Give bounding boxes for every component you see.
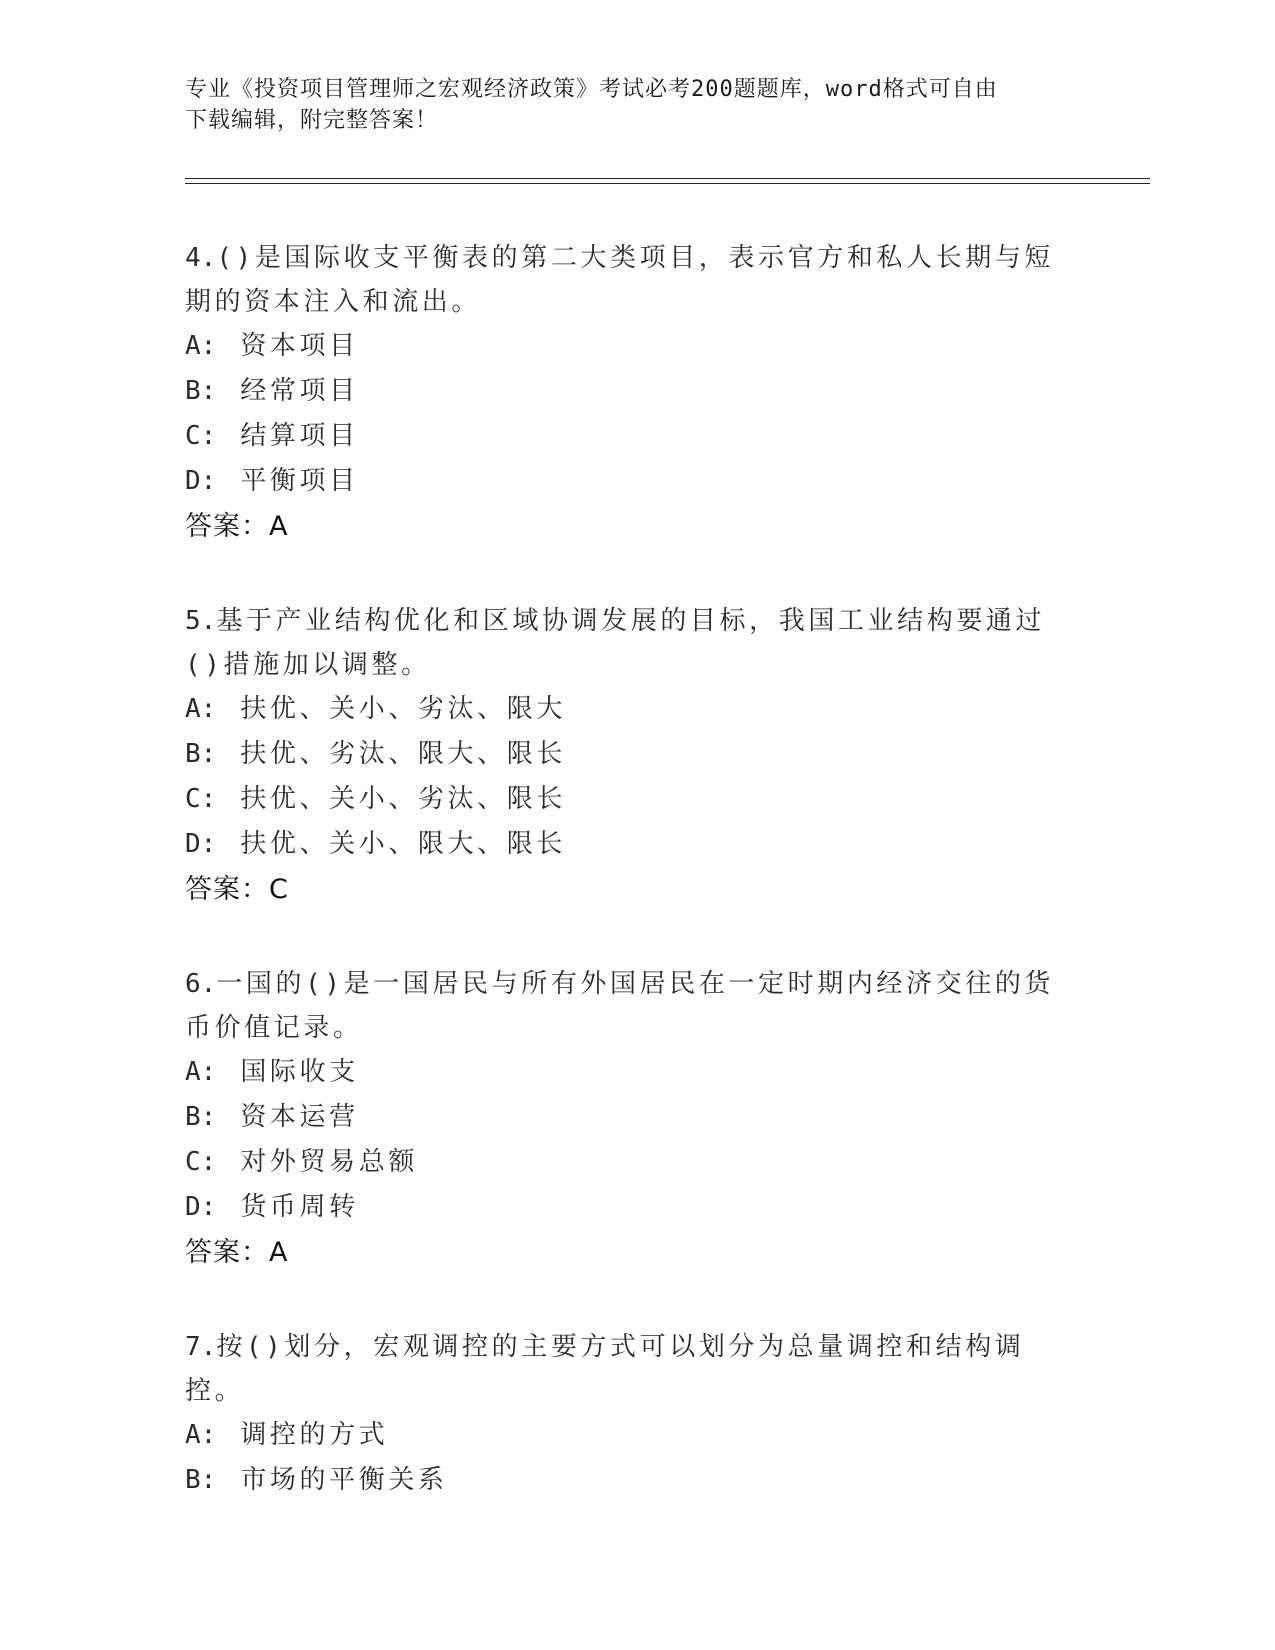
answer-label: 答案： xyxy=(185,511,269,542)
answer-line xyxy=(185,867,1065,913)
option-b xyxy=(185,732,1065,777)
option-d xyxy=(185,459,1065,504)
header-line-1: 专业《投资项目管理师之宏观经济政策》考试必考200题题库，word格式可自由 xyxy=(185,77,998,102)
option-letter: A: xyxy=(185,331,217,361)
header-divider-top xyxy=(185,178,1150,179)
question-4 xyxy=(185,236,1065,550)
question-stem: 按()划分，宏观调控的主要方式可以划分为总量调控和结构调控。 xyxy=(185,1332,1025,1406)
option-text: 扶优、劣汰、限大、限长 xyxy=(240,739,566,769)
option-b xyxy=(185,1458,1065,1503)
option-text: 经常项目 xyxy=(240,376,359,406)
question-stem: ()是国际收支平衡表的第二大类项目，表示官方和私人长期与短期的资本注入和流出。 xyxy=(185,243,1055,317)
option-b xyxy=(185,369,1065,414)
option-text: 扶优、关小、劣汰、限长 xyxy=(240,784,566,814)
option-text: 平衡项目 xyxy=(240,466,359,496)
answer-label: 答案： xyxy=(185,1237,269,1268)
question-6 xyxy=(185,962,1065,1276)
option-letter: C: xyxy=(185,784,217,814)
option-c xyxy=(185,777,1065,822)
option-letter: D: xyxy=(185,466,217,496)
option-text: 市场的平衡关系 xyxy=(240,1465,448,1495)
option-letter: B: xyxy=(185,1102,217,1132)
option-b xyxy=(185,1095,1065,1140)
question-number: 5. xyxy=(185,606,217,636)
option-letter: C: xyxy=(185,1147,217,1177)
option-c xyxy=(185,414,1065,459)
question-stem: 一国的()是一国居民与所有外国居民在一定时期内经济交往的货币价值记录。 xyxy=(185,969,1055,1043)
option-a xyxy=(185,687,1065,732)
option-letter: B: xyxy=(185,1465,217,1495)
question-number: 4. xyxy=(185,243,217,273)
question-text xyxy=(185,1325,1065,1413)
option-c xyxy=(185,1140,1065,1185)
option-text: 资本运营 xyxy=(240,1102,359,1132)
option-letter: B: xyxy=(185,739,217,769)
question-list xyxy=(185,236,1065,1552)
option-text: 国际收支 xyxy=(240,1057,359,1087)
answer-value: A xyxy=(269,511,289,542)
header-divider-bottom xyxy=(185,183,1150,184)
option-text: 货币周转 xyxy=(240,1192,359,1222)
option-letter: A: xyxy=(185,694,217,724)
question-5 xyxy=(185,599,1065,913)
question-number: 7. xyxy=(185,1332,217,1362)
option-d xyxy=(185,822,1065,867)
answer-line xyxy=(185,1230,1065,1276)
option-d xyxy=(185,1185,1065,1230)
question-text xyxy=(185,599,1065,687)
option-letter: C: xyxy=(185,421,217,451)
answer-line xyxy=(185,504,1065,550)
answer-value: A xyxy=(269,1237,289,1268)
option-letter: D: xyxy=(185,1192,217,1222)
option-text: 扶优、关小、劣汰、限大 xyxy=(240,694,566,724)
option-text: 调控的方式 xyxy=(240,1420,389,1450)
option-text: 结算项目 xyxy=(240,421,359,451)
option-letter: A: xyxy=(185,1420,217,1450)
option-text: 资本项目 xyxy=(240,331,359,361)
option-letter: A: xyxy=(185,1057,217,1087)
option-a xyxy=(185,1050,1065,1095)
question-text xyxy=(185,962,1065,1050)
option-a xyxy=(185,1413,1065,1458)
option-a xyxy=(185,324,1065,369)
question-stem: 基于产业结构优化和区域协调发展的目标，我国工业结构要通过()措施加以调整。 xyxy=(185,606,1046,680)
answer-label: 答案： xyxy=(185,874,269,905)
option-text: 扶优、关小、限大、限长 xyxy=(240,829,566,859)
header-line-2: 下载编辑，附完整答案！ xyxy=(185,108,439,133)
document-header xyxy=(185,74,1065,136)
question-7 xyxy=(185,1325,1065,1503)
option-letter: D: xyxy=(185,829,217,859)
option-text: 对外贸易总额 xyxy=(240,1147,418,1177)
question-text xyxy=(185,236,1065,324)
question-number: 6. xyxy=(185,969,217,999)
option-letter: B: xyxy=(185,376,217,406)
answer-value: C xyxy=(269,874,289,905)
